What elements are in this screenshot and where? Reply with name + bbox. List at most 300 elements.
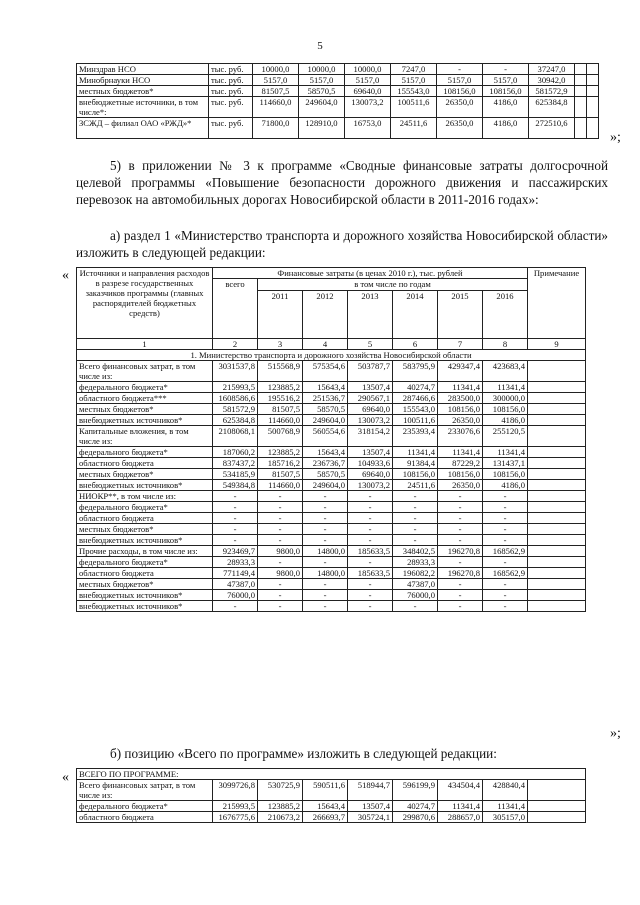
value-cell: -	[393, 601, 438, 612]
note-cell	[528, 524, 586, 535]
row-label: внебюджетных источников*	[77, 415, 213, 426]
table-row	[77, 469, 586, 480]
value-cell: -	[483, 590, 528, 601]
row-label: внебюджетных источников*	[77, 601, 213, 612]
value-cell: -	[258, 524, 303, 535]
note-cell	[528, 590, 586, 601]
table-row	[77, 382, 586, 393]
value-cell: -	[393, 535, 438, 546]
value-cell: 11341,4	[438, 447, 483, 458]
value-cell: -	[303, 601, 348, 612]
value-cell: -	[438, 579, 483, 590]
table-row	[77, 546, 586, 557]
value-cell: -	[483, 557, 528, 568]
value-cell: -	[483, 513, 528, 524]
page-number: 5	[317, 40, 323, 52]
value-cell: 185716,2	[258, 458, 303, 469]
empty-cell	[575, 75, 587, 86]
value-cell: 58570,5	[303, 404, 348, 415]
value-cell: -	[348, 524, 393, 535]
value-cell: 128910,0	[299, 118, 345, 139]
value-cell: -	[303, 579, 348, 590]
value-cell: 3099726,8	[213, 780, 258, 801]
value-cell: 2108068,1	[213, 426, 258, 447]
value-cell: 287466,6	[393, 393, 438, 404]
table-row	[77, 393, 586, 404]
table-row	[77, 812, 586, 823]
table-row	[77, 524, 586, 535]
note-cell	[528, 382, 586, 393]
table-row	[77, 97, 599, 118]
note-cell	[528, 502, 586, 513]
row-label: областного бюджета	[77, 812, 213, 823]
value-cell: 305724,1	[348, 812, 393, 823]
empty-cell	[587, 86, 599, 97]
note-cell	[528, 557, 586, 568]
year-header: 2013	[348, 291, 393, 339]
value-cell: 26350,0	[437, 118, 483, 139]
value-cell: 10000,0	[345, 64, 391, 75]
value-cell: 233076,6	[438, 426, 483, 447]
empty-cell	[587, 64, 599, 75]
value-cell: -	[303, 513, 348, 524]
value-cell: -	[483, 502, 528, 513]
value-cell: 15643,4	[303, 447, 348, 458]
table-row	[77, 480, 586, 491]
value-cell: 625384,8	[213, 415, 258, 426]
row-label: областного бюджета***	[77, 393, 213, 404]
value-cell: 81507,5	[253, 86, 299, 97]
head-note: Примечание	[528, 268, 586, 339]
value-cell: 434504,4	[438, 780, 483, 801]
value-cell: -	[303, 491, 348, 502]
value-cell: 4186,0	[483, 415, 528, 426]
value-cell: -	[483, 64, 529, 75]
value-cell: 187060,2	[213, 447, 258, 458]
value-cell: 114660,0	[258, 480, 303, 491]
value-cell: 11341,4	[393, 447, 438, 458]
value-cell: 515568,9	[258, 361, 303, 382]
year-header: 2016	[483, 291, 528, 339]
table-row	[77, 513, 586, 524]
paragraph-a: а) раздел 1 «Министерство транспорта и дорожного хозяйства Новосибирской области» изложить в следующей редакции:	[76, 228, 608, 260]
value-cell: 123885,2	[258, 447, 303, 458]
value-cell: -	[348, 491, 393, 502]
value-cell: 5157,0	[299, 75, 345, 86]
value-cell: 210673,2	[258, 812, 303, 823]
row-label: Всего финансовых затрат, в том числе из:	[77, 361, 213, 382]
value-cell: -	[348, 502, 393, 513]
value-cell: 131437,1	[483, 458, 528, 469]
value-cell: 288657,0	[438, 812, 483, 823]
top-table	[76, 63, 599, 139]
value-cell: 837437,2	[213, 458, 258, 469]
value-cell: -	[483, 579, 528, 590]
value-cell: 503787,7	[348, 361, 393, 382]
table-row	[77, 590, 586, 601]
empty-cell	[587, 97, 599, 118]
row-unit: тыс. руб.	[209, 97, 253, 118]
value-cell: -	[258, 535, 303, 546]
table-row	[77, 601, 586, 612]
empty-cell	[575, 64, 587, 75]
head-years-group: в том числе по годам	[258, 279, 528, 291]
value-cell: -	[213, 491, 258, 502]
note-cell	[528, 513, 586, 524]
value-cell: 47387,0	[213, 579, 258, 590]
section-title: 1. Министерство транспорта и дорожного хозяйства Новосибирской области	[77, 350, 586, 361]
row-label: местных бюджетов*	[77, 524, 213, 535]
value-cell: 196082,2	[393, 568, 438, 579]
empty-cell	[587, 75, 599, 86]
value-cell: 11341,4	[483, 801, 528, 812]
year-header: 2014	[393, 291, 438, 339]
row-unit: тыс. руб.	[209, 64, 253, 75]
value-cell: 155543,0	[393, 404, 438, 415]
year-header: 2011	[258, 291, 303, 339]
value-cell: -	[483, 491, 528, 502]
value-cell: 318154,2	[348, 426, 393, 447]
table-row	[77, 447, 586, 458]
value-cell: -	[348, 535, 393, 546]
value-cell: 300000,0	[483, 393, 528, 404]
table-row	[77, 491, 586, 502]
value-cell: 28933,3	[393, 557, 438, 568]
column-number: 7	[438, 339, 483, 350]
value-cell: 428840,4	[483, 780, 528, 801]
value-cell: 69640,0	[348, 404, 393, 415]
value-cell: 40274,7	[393, 801, 438, 812]
value-cell: 14800,0	[303, 568, 348, 579]
year-header: 2012	[303, 291, 348, 339]
value-cell: 5157,0	[345, 75, 391, 86]
row-label: федерального бюджета*	[77, 801, 213, 812]
row-label: Всего финансовых затрат, в том числе из:	[77, 780, 213, 801]
value-cell: 11341,4	[438, 382, 483, 393]
row-label: местных бюджетов*	[77, 86, 209, 97]
value-cell: -	[303, 502, 348, 513]
row-label: областного бюджета	[77, 513, 213, 524]
value-cell: 236736,7	[303, 458, 348, 469]
value-cell: 114660,0	[253, 97, 299, 118]
row-label: внебюджетных источников*	[77, 590, 213, 601]
value-cell: 168562,9	[483, 568, 528, 579]
value-cell: 423683,4	[483, 361, 528, 382]
value-cell: -	[258, 579, 303, 590]
value-cell: 108156,0	[483, 469, 528, 480]
value-cell: -	[393, 502, 438, 513]
value-cell: -	[438, 524, 483, 535]
column-number: 2	[213, 339, 258, 350]
row-label: местных бюджетов*	[77, 469, 213, 480]
table-row	[77, 75, 599, 86]
note-cell	[528, 546, 586, 557]
paragraph-b: б) позицию «Всего по программе» изложить в следующей редакции:	[110, 746, 497, 761]
value-cell: 4186,0	[483, 118, 529, 139]
value-cell: 11341,4	[483, 447, 528, 458]
row-label: Прочие расходы, в том числе из:	[77, 546, 213, 557]
value-cell: 10000,0	[299, 64, 345, 75]
value-cell: 28933,3	[213, 557, 258, 568]
value-cell: 560554,6	[303, 426, 348, 447]
column-number: 9	[528, 339, 586, 350]
row-label: Капитальные вложения, в том числе из:	[77, 426, 213, 447]
value-cell: 100511,6	[391, 97, 437, 118]
value-cell: 771149,4	[213, 568, 258, 579]
value-cell: 13507,4	[348, 801, 393, 812]
value-cell: -	[213, 502, 258, 513]
value-cell: 7247,0	[391, 64, 437, 75]
value-cell: 47387,0	[393, 579, 438, 590]
value-cell: 4186,0	[483, 97, 529, 118]
value-cell: 108156,0	[483, 86, 529, 97]
value-cell: 76000,0	[213, 590, 258, 601]
row-label: НИОКР**, в том числе из:	[77, 491, 213, 502]
close-quote-2: »;	[610, 726, 621, 741]
value-cell: 5157,0	[483, 75, 529, 86]
table-row	[77, 579, 586, 590]
value-cell: 4186,0	[483, 480, 528, 491]
value-cell: 26350,0	[437, 97, 483, 118]
value-cell: 348402,5	[393, 546, 438, 557]
value-cell: 14800,0	[303, 546, 348, 557]
note-cell	[528, 535, 586, 546]
head-sources: Источники и направления расходов в разрезе государственных заказчиков программы (главных распорядителей бюджетных средств)	[77, 268, 213, 339]
value-cell: 196270,8	[438, 546, 483, 557]
value-cell: 235393,4	[393, 426, 438, 447]
value-cell: 266693,7	[303, 812, 348, 823]
row-label: федерального бюджета*	[77, 502, 213, 513]
note-cell	[528, 447, 586, 458]
value-cell: 249604,0	[303, 480, 348, 491]
empty-cell	[575, 118, 587, 139]
value-cell: 26350,0	[438, 415, 483, 426]
value-cell: 130073,2	[348, 415, 393, 426]
value-cell: 215993,5	[213, 801, 258, 812]
value-cell: 108156,0	[393, 469, 438, 480]
value-cell: 108156,0	[437, 86, 483, 97]
value-cell: -	[438, 601, 483, 612]
column-number: 3	[258, 339, 303, 350]
value-cell: 15643,4	[303, 801, 348, 812]
empty-cell	[575, 86, 587, 97]
row-label: федерального бюджета*	[77, 557, 213, 568]
value-cell: 185633,5	[348, 546, 393, 557]
row-label: областного бюджета	[77, 458, 213, 469]
value-cell: 549384,8	[213, 480, 258, 491]
value-cell: 581572,9	[213, 404, 258, 415]
table-row	[77, 535, 586, 546]
value-cell: 16753,0	[345, 118, 391, 139]
row-label: федерального бюджета*	[77, 447, 213, 458]
value-cell: -	[438, 557, 483, 568]
value-cell: 195516,2	[258, 393, 303, 404]
value-cell: 249604,0	[303, 415, 348, 426]
value-cell: 81507,5	[258, 404, 303, 415]
value-cell: 130073,2	[348, 480, 393, 491]
note-cell	[528, 458, 586, 469]
open-quote-2: «	[62, 770, 69, 785]
value-cell: -	[393, 513, 438, 524]
value-cell: 11341,4	[483, 382, 528, 393]
empty-cell	[587, 118, 599, 139]
value-cell: 10000,0	[253, 64, 299, 75]
note-cell	[528, 426, 586, 447]
row-label: местных бюджетов*	[77, 579, 213, 590]
head-fin: Финансовые затраты (в ценах 2010 г.), тыс. рублей	[213, 268, 528, 279]
empty-cell	[575, 97, 587, 118]
table-row	[77, 458, 586, 469]
note-cell	[528, 469, 586, 480]
value-cell: 299870,6	[393, 812, 438, 823]
value-cell: 11341,4	[438, 801, 483, 812]
value-cell: -	[483, 601, 528, 612]
value-cell: 108156,0	[483, 404, 528, 415]
column-number: 8	[483, 339, 528, 350]
value-cell: 518944,7	[348, 780, 393, 801]
row-label: внебюджетные источники, в том числе*:	[77, 97, 209, 118]
note-cell	[528, 361, 586, 382]
row-unit: тыс. руб.	[209, 118, 253, 139]
table-row	[77, 64, 599, 75]
value-cell: 104933,6	[348, 458, 393, 469]
value-cell: 581572,9	[529, 86, 575, 97]
value-cell: -	[483, 524, 528, 535]
value-cell: -	[348, 513, 393, 524]
row-label: внебюджетных источников*	[77, 480, 213, 491]
value-cell: -	[258, 557, 303, 568]
column-number: 1	[77, 339, 213, 350]
value-cell: 76000,0	[393, 590, 438, 601]
note-cell	[528, 601, 586, 612]
note-cell	[528, 415, 586, 426]
value-cell: 5157,0	[253, 75, 299, 86]
note-cell	[528, 780, 586, 801]
table-row	[77, 404, 586, 415]
value-cell: 583795,9	[393, 361, 438, 382]
value-cell: -	[348, 557, 393, 568]
value-cell: 69640,0	[345, 86, 391, 97]
value-cell: -	[213, 513, 258, 524]
table-row	[77, 361, 586, 382]
total-table	[76, 768, 586, 823]
value-cell: 24511,6	[393, 480, 438, 491]
value-cell: -	[258, 502, 303, 513]
value-cell: 26350,0	[438, 480, 483, 491]
row-label: Минобрнауки НСО	[77, 75, 209, 86]
value-cell: -	[213, 535, 258, 546]
value-cell: 13507,4	[348, 447, 393, 458]
value-cell: -	[348, 601, 393, 612]
value-cell: 500768,9	[258, 426, 303, 447]
table-row	[77, 568, 586, 579]
value-cell: 30942,0	[529, 75, 575, 86]
value-cell: 196270,8	[438, 568, 483, 579]
value-cell: -	[437, 64, 483, 75]
value-cell: -	[303, 524, 348, 535]
value-cell: 69640,0	[348, 469, 393, 480]
note-cell	[528, 579, 586, 590]
value-cell: 123885,2	[258, 382, 303, 393]
table-row	[77, 502, 586, 513]
total-title: ВСЕГО ПО ПРОГРАММЕ:	[77, 769, 586, 780]
value-cell: 429347,4	[438, 361, 483, 382]
value-cell: 71800,0	[253, 118, 299, 139]
value-cell: -	[393, 524, 438, 535]
row-unit: тыс. руб.	[209, 86, 253, 97]
value-cell: 130073,2	[345, 97, 391, 118]
value-cell: 108156,0	[438, 404, 483, 415]
paragraph-5: 5) в приложении № 3 к программе «Сводные финансовые затраты долгосрочной целевой программы «Повышение безопасности дорожного движения и пассажирских перевозок на автомобильных дорогах Новосибирской области в 2011-2016 годах»:	[76, 158, 608, 207]
row-unit: тыс. руб.	[209, 75, 253, 86]
note-cell	[528, 393, 586, 404]
value-cell: 155543,0	[391, 86, 437, 97]
value-cell: 81507,5	[258, 469, 303, 480]
column-number: 5	[348, 339, 393, 350]
value-cell: 87229,2	[438, 458, 483, 469]
value-cell: 283500,0	[438, 393, 483, 404]
value-cell: -	[303, 557, 348, 568]
close-quote-1: »;	[610, 130, 621, 145]
value-cell: 923469,7	[213, 546, 258, 557]
table-row	[77, 86, 599, 97]
value-cell: 575354,6	[303, 361, 348, 382]
value-cell: 249604,0	[299, 97, 345, 118]
table-row	[77, 118, 599, 139]
value-cell: 40274,7	[393, 382, 438, 393]
value-cell: 15643,4	[303, 382, 348, 393]
value-cell: 13507,4	[348, 382, 393, 393]
value-cell: 9800,0	[258, 568, 303, 579]
table-row	[77, 780, 586, 801]
value-cell: 9800,0	[258, 546, 303, 557]
value-cell: 108156,0	[438, 469, 483, 480]
note-cell	[528, 568, 586, 579]
value-cell: 58570,5	[303, 469, 348, 480]
value-cell: 596199,9	[393, 780, 438, 801]
value-cell: 625384,8	[529, 97, 575, 118]
main-table	[76, 267, 586, 612]
value-cell: -	[258, 601, 303, 612]
value-cell: -	[348, 590, 393, 601]
note-cell	[528, 491, 586, 502]
note-cell	[528, 801, 586, 812]
table-row	[77, 801, 586, 812]
note-cell	[528, 480, 586, 491]
value-cell: 123885,2	[258, 801, 303, 812]
column-number: 6	[393, 339, 438, 350]
value-cell: -	[303, 590, 348, 601]
value-cell: 5157,0	[391, 75, 437, 86]
open-quote-1: «	[62, 268, 69, 283]
value-cell: 100511,6	[393, 415, 438, 426]
value-cell: -	[213, 524, 258, 535]
value-cell: -	[483, 535, 528, 546]
value-cell: -	[258, 491, 303, 502]
value-cell: -	[438, 491, 483, 502]
value-cell: 3031537,8	[213, 361, 258, 382]
value-cell: -	[213, 601, 258, 612]
value-cell: -	[393, 491, 438, 502]
value-cell: 251536,7	[303, 393, 348, 404]
value-cell: -	[438, 590, 483, 601]
value-cell: 5157,0	[437, 75, 483, 86]
year-header: 2015	[438, 291, 483, 339]
value-cell: 290567,1	[348, 393, 393, 404]
column-number: 4	[303, 339, 348, 350]
table-row	[77, 426, 586, 447]
value-cell: -	[258, 513, 303, 524]
